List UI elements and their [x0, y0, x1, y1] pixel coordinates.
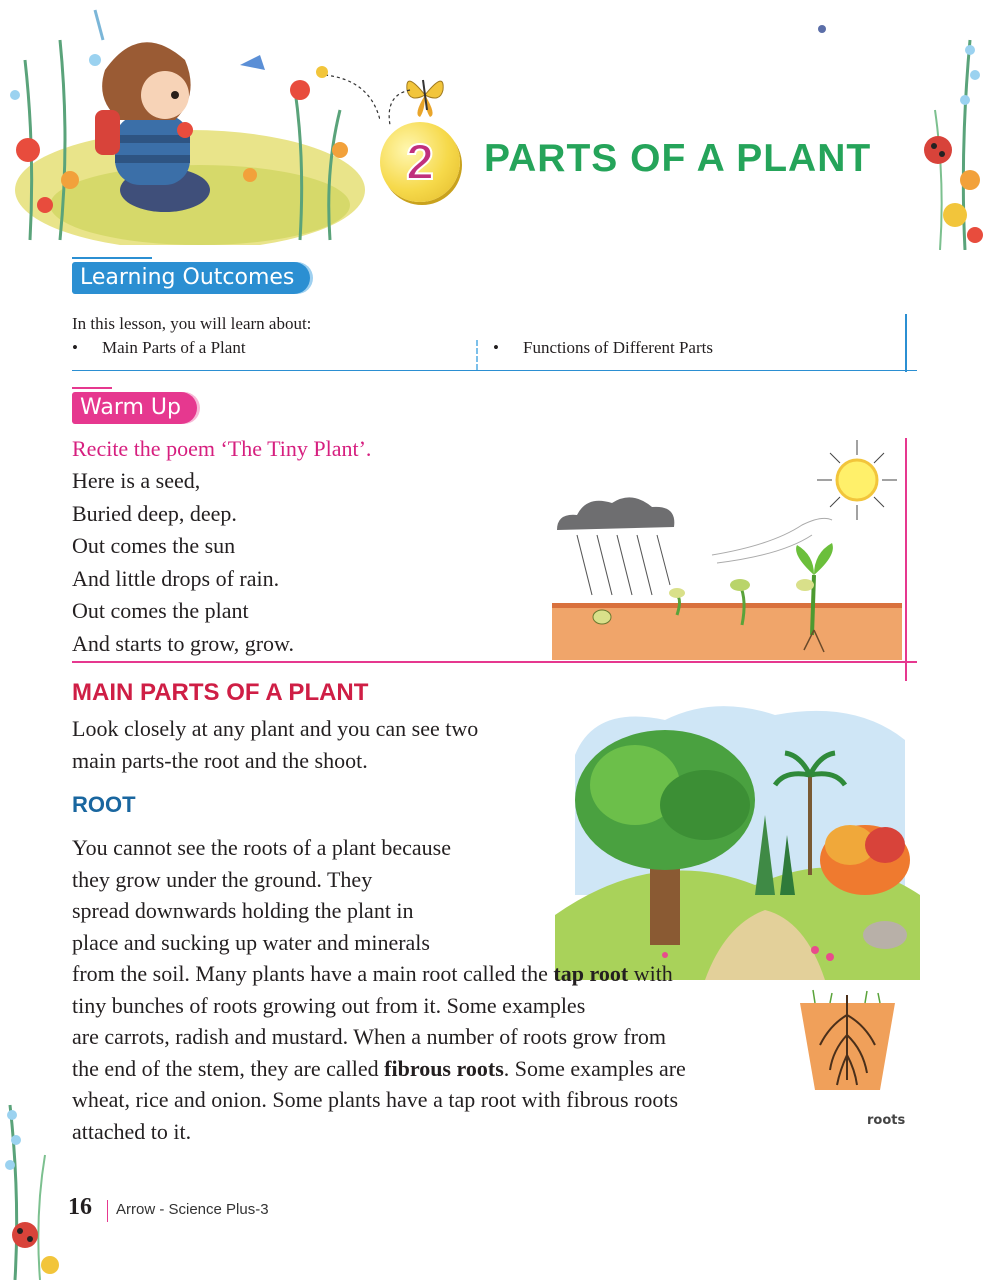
column-divider [476, 340, 478, 370]
text-run: with [628, 961, 673, 986]
warm-up-instruction: Recite the poem ‘The Tiny Plant’. [72, 436, 372, 461]
poem-line: And starts to grow, grow. [72, 630, 295, 656]
poem-line: Buried deep, deep. [72, 500, 237, 526]
keyword-fibrous-roots: fibrous roots [384, 1055, 504, 1081]
chapter-number-badge [380, 122, 460, 202]
paragraph-line: place and sucking up water and minerals [72, 929, 430, 955]
page-number: 16 [68, 1194, 92, 1220]
text-run: . Some examples are [503, 1055, 686, 1081]
box-border-bottom [72, 661, 917, 663]
poem [72, 465, 294, 660]
learning-outcome-text: Functions of Different Parts [523, 338, 713, 357]
decorative-dot [818, 25, 826, 33]
box-border-right [905, 438, 907, 681]
text-run: from the soil. Many plants have a main root called the [72, 961, 554, 986]
main-parts-paragraph [72, 713, 478, 776]
girl-garden-illustration [0, 0, 380, 245]
box-border-bottom [72, 370, 917, 371]
paragraph-line: Look closely at any plant and you can see two [72, 716, 479, 741]
flower-border-illustration [920, 30, 989, 250]
tag-decoration [72, 387, 112, 389]
poem-line: Out comes the plant [72, 598, 249, 623]
paragraph-line [72, 1053, 686, 1085]
text-run: the end of the stem, they are called [72, 1055, 385, 1081]
root-paragraph [72, 832, 686, 1147]
keyword-tap-root: tap root [553, 961, 629, 986]
roots-illustration [795, 985, 900, 1095]
seed-growth-illustration [552, 435, 902, 660]
sub-heading: ROOT [72, 792, 136, 817]
paragraph-line: main parts-the root and the shoot. [72, 747, 368, 773]
poem-line: Out comes the sun [72, 533, 236, 558]
roots-caption: roots [867, 1113, 906, 1128]
poem-line: Here is a seed, [72, 468, 201, 493]
learning-outcome-item: • Main Parts of a Plant [72, 338, 246, 357]
warm-up-tag: Warm Up [72, 392, 197, 424]
section-heading: MAIN PARTS OF A PLANT [72, 679, 369, 706]
chapter-title: PARTS OF A PLANT [484, 137, 872, 180]
paragraph-line: are carrots, radish and mustard. When a number of roots grow from [72, 1024, 667, 1049]
paragraph-line: You cannot see the roots of a plant because [72, 835, 451, 860]
poem-line: And little drops of rain. [72, 565, 280, 591]
book-title: Arrow - Science Plus-3 [116, 1201, 269, 1218]
paragraph-line: attached to it. [72, 1118, 192, 1144]
paragraph-line [72, 958, 686, 990]
paragraph-line: spread downwards holding the plant in [72, 898, 414, 923]
paragraph-line: tiny bunches of roots growing out from it. Some examples [72, 992, 586, 1018]
paragraph-line: wheat, rice and onion. Some plants have a tap root with fibrous roots [72, 1087, 679, 1112]
corner-flower-illustration [0, 1095, 70, 1280]
paragraph-line: they grow under the ground. They [72, 866, 373, 892]
footer-divider [107, 1200, 108, 1222]
chapter-number: 2 [406, 134, 434, 190]
learning-outcomes-tag: Learning Outcomes [72, 262, 310, 294]
learning-outcome-text: Main Parts of a Plant [102, 338, 246, 357]
learning-outcome-item: • Functions of Different Parts [493, 338, 713, 357]
box-border-right [905, 314, 907, 372]
learning-intro: In this lesson, you will learn about: [72, 314, 312, 333]
tag-decoration [72, 257, 152, 259]
